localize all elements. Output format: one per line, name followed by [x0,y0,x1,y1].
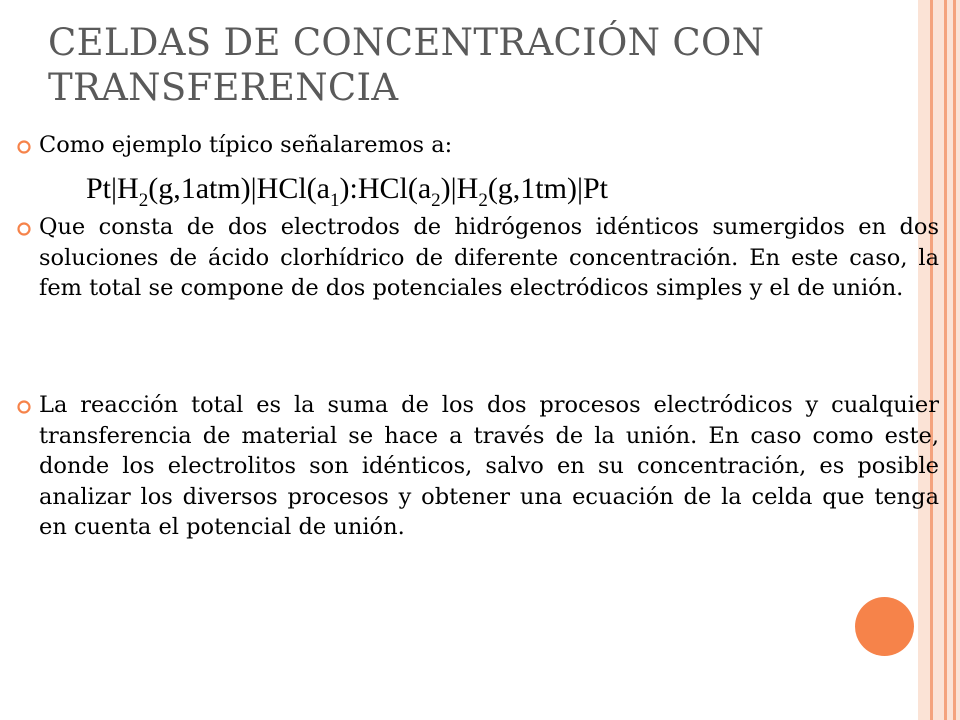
decorative-stripe [933,0,944,720]
bullet-text: La reacción total es la suma de los dos procesos electródicos y cualquier transferencia de material se hace a través de la unión. En caso como este, donde los electrolitos son idénticos, salvo en su concentración, es posible analizar los diversos procesos y obtener una ecuación de la celda que tenga en cuenta el potencial de unión. [39,392,939,540]
cell-formula [86,166,846,214]
formula-part: (g,1atm)|HCl(a [148,172,330,205]
formula-part: Pt|H [86,172,139,205]
ring-bullet-icon [16,139,32,155]
formula-subscript: 1 [330,190,340,211]
decorative-stripe [956,0,960,720]
formula-subscript: 2 [478,190,488,211]
formula-part: ):HCl(a [339,172,432,205]
bullet-text: Como ejemplo típico señalaremos a: [39,132,453,158]
formula-subscript: 2 [138,190,149,211]
bullet-text: Que consta de dos electrodos de hidrógenos idénticos sumergidos en dos soluciones de ácido clorhídrico de diferente concentración. En este caso, la fem total se compone de dos potenciales electródicos simples y el de unión. [39,214,939,301]
formula-subscript: 2 [431,190,441,211]
ring-bullet-icon [16,399,32,415]
decorative-stripe [918,0,930,720]
formula-part: (g,1tm)|Pt [487,172,608,205]
slide-title: CELDAS DE CONCENTRACIÓN CON TRANSFERENCIA [48,21,765,109]
ring-bullet-icon [16,221,32,237]
formula-part: )|H [440,172,479,205]
svg-text:Pt|H2(g,1atm)|HCl(a1):HCl(a2)| [86,172,609,211]
decorative-circle [855,597,914,656]
